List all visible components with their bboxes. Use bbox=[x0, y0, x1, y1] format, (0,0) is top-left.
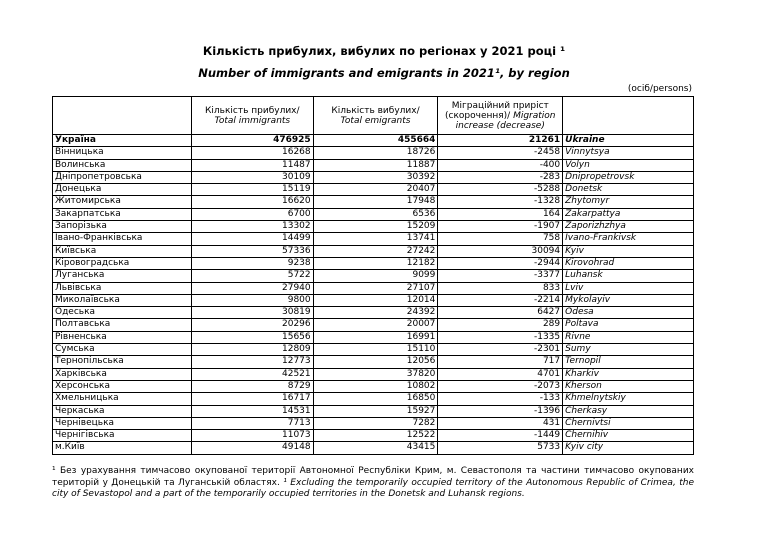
document-title-ukrainian: Кількість прибулих, вибулих по регіонах у 2021 році ¹ bbox=[202, 44, 566, 58]
cell-region-ua: Одеська bbox=[53, 307, 192, 319]
table-row bbox=[53, 233, 694, 245]
table-row bbox=[53, 417, 694, 429]
cell-migration: 5733 bbox=[438, 442, 563, 454]
migration-table bbox=[52, 96, 694, 455]
cell-departures: 12522 bbox=[313, 430, 438, 442]
cell-region-ua: Дніпропетровська bbox=[53, 171, 192, 183]
table-row bbox=[53, 405, 694, 417]
table-row bbox=[53, 368, 694, 380]
cell-arrivals: 14531 bbox=[191, 405, 313, 417]
cell-migration: -1396 bbox=[438, 405, 563, 417]
table-row bbox=[53, 319, 694, 331]
cell-migration: 21261 bbox=[438, 135, 563, 147]
document-title-english: Number of immigrants and emigrants in 2021¹, by region bbox=[198, 66, 570, 80]
cell-region-en: Mykolayiv bbox=[563, 294, 694, 306]
cell-migration: -1335 bbox=[438, 331, 563, 343]
header-region-en bbox=[563, 97, 694, 135]
cell-arrivals: 15119 bbox=[191, 184, 313, 196]
header-migration-en: Migration increase (decrease) bbox=[455, 110, 556, 131]
cell-arrivals: 7713 bbox=[191, 417, 313, 429]
cell-region-en: Vinnytsya bbox=[563, 147, 694, 159]
cell-arrivals: 14499 bbox=[191, 233, 313, 245]
cell-migration: 758 bbox=[438, 233, 563, 245]
table-row bbox=[53, 294, 694, 306]
cell-departures: 11887 bbox=[313, 159, 438, 171]
cell-arrivals: 30109 bbox=[191, 171, 313, 183]
table-body bbox=[53, 135, 694, 455]
cell-region-ua: Рівненська bbox=[53, 331, 192, 343]
cell-migration: -2944 bbox=[438, 257, 563, 269]
cell-departures: 27107 bbox=[313, 282, 438, 294]
cell-region-en: Poltava bbox=[563, 319, 694, 331]
table-row bbox=[53, 245, 694, 257]
cell-region-ua: Чернівецька bbox=[53, 417, 192, 429]
header-departures bbox=[313, 97, 438, 135]
table-row bbox=[53, 208, 694, 220]
cell-region-ua: Івано-Франківська bbox=[53, 233, 192, 245]
cell-departures: 30392 bbox=[313, 171, 438, 183]
cell-region-en: Odesa bbox=[563, 307, 694, 319]
cell-region-en: Zakarpattya bbox=[563, 208, 694, 220]
cell-region-ua: Чернігівська bbox=[53, 430, 192, 442]
cell-departures: 16850 bbox=[313, 393, 438, 405]
cell-arrivals: 16268 bbox=[191, 147, 313, 159]
cell-departures: 12014 bbox=[313, 294, 438, 306]
cell-region-en: Volyn bbox=[563, 159, 694, 171]
cell-departures: 17948 bbox=[313, 196, 438, 208]
cell-region-en: Kherson bbox=[563, 380, 694, 392]
cell-migration: 164 bbox=[438, 208, 563, 220]
header-migration bbox=[438, 97, 563, 135]
cell-arrivals: 27940 bbox=[191, 282, 313, 294]
cell-departures: 15927 bbox=[313, 405, 438, 417]
cell-region-en: Zaporizhzhya bbox=[563, 221, 694, 233]
header-arrivals-ua: Кількість прибулих/ bbox=[205, 105, 300, 116]
cell-departures: 15110 bbox=[313, 344, 438, 356]
cell-arrivals: 42521 bbox=[191, 368, 313, 380]
cell-migration: 833 bbox=[438, 282, 563, 294]
cell-departures: 16991 bbox=[313, 331, 438, 343]
cell-arrivals: 13302 bbox=[191, 221, 313, 233]
cell-region-en: Rivne bbox=[563, 331, 694, 343]
cell-region-ua: Тернопільська bbox=[53, 356, 192, 368]
cell-region-en: Lviv bbox=[563, 282, 694, 294]
table-row bbox=[53, 196, 694, 208]
cell-arrivals: 16620 bbox=[191, 196, 313, 208]
table-row bbox=[53, 270, 694, 282]
header-arrivals-en: Total immigrants bbox=[214, 115, 291, 126]
cell-migration: -1907 bbox=[438, 221, 563, 233]
cell-departures: 27242 bbox=[313, 245, 438, 257]
table-row bbox=[53, 282, 694, 294]
cell-migration: 4701 bbox=[438, 368, 563, 380]
cell-departures: 10802 bbox=[313, 380, 438, 392]
cell-region-en: Zhytomyr bbox=[563, 196, 694, 208]
cell-arrivals: 15656 bbox=[191, 331, 313, 343]
cell-migration: 431 bbox=[438, 417, 563, 429]
header-migration-ua: Міграційний приріст (скорочення)/ bbox=[445, 100, 549, 121]
cell-arrivals: 8729 bbox=[191, 380, 313, 392]
cell-arrivals: 16717 bbox=[191, 393, 313, 405]
cell-departures: 15209 bbox=[313, 221, 438, 233]
cell-arrivals: 30819 bbox=[191, 307, 313, 319]
cell-migration: -400 bbox=[438, 159, 563, 171]
cell-departures: 20007 bbox=[313, 319, 438, 331]
cell-departures: 20407 bbox=[313, 184, 438, 196]
cell-migration: -1328 bbox=[438, 196, 563, 208]
cell-region-ua: Україна bbox=[53, 135, 192, 147]
table-row bbox=[53, 159, 694, 171]
cell-region-ua: Луганська bbox=[53, 270, 192, 282]
table-row bbox=[53, 147, 694, 159]
table-row bbox=[53, 344, 694, 356]
table-row bbox=[53, 221, 694, 233]
cell-region-ua: Львівська bbox=[53, 282, 192, 294]
cell-region-en: Dnipropetrovsk bbox=[563, 171, 694, 183]
cell-arrivals: 476925 bbox=[191, 135, 313, 147]
cell-region-en: Kyiv city bbox=[563, 442, 694, 454]
cell-region-en: Donetsk bbox=[563, 184, 694, 196]
cell-region-ua: Донецька bbox=[53, 184, 192, 196]
table-row bbox=[53, 442, 694, 454]
cell-migration: -2301 bbox=[438, 344, 563, 356]
cell-region-ua: Херсонська bbox=[53, 380, 192, 392]
cell-migration: -3377 bbox=[438, 270, 563, 282]
cell-migration: 6427 bbox=[438, 307, 563, 319]
header-departures-ua: Кількість вибулих/ bbox=[331, 105, 420, 116]
cell-arrivals: 11487 bbox=[191, 159, 313, 171]
cell-arrivals: 12809 bbox=[191, 344, 313, 356]
cell-region-en: Kyiv bbox=[563, 245, 694, 257]
cell-departures: 13741 bbox=[313, 233, 438, 245]
cell-region-en: Ternopil bbox=[563, 356, 694, 368]
header-arrivals bbox=[191, 97, 313, 135]
cell-region-en: Kharkiv bbox=[563, 368, 694, 380]
cell-region-ua: Сумська bbox=[53, 344, 192, 356]
table-row bbox=[53, 331, 694, 343]
cell-migration: -5288 bbox=[438, 184, 563, 196]
cell-departures: 9099 bbox=[313, 270, 438, 282]
cell-migration: 30094 bbox=[438, 245, 563, 257]
cell-departures: 37820 bbox=[313, 368, 438, 380]
cell-departures: 12056 bbox=[313, 356, 438, 368]
cell-region-en: Luhansk bbox=[563, 270, 694, 282]
cell-migration: -283 bbox=[438, 171, 563, 183]
header-region-ua bbox=[53, 97, 192, 135]
cell-region-ua: м.Київ bbox=[53, 442, 192, 454]
cell-region-en: Kirovohrad bbox=[563, 257, 694, 269]
cell-region-en: Cherkasy bbox=[563, 405, 694, 417]
table-row bbox=[53, 380, 694, 392]
cell-region-ua: Запорізька bbox=[53, 221, 192, 233]
cell-region-en: Chernihiv bbox=[563, 430, 694, 442]
cell-region-ua: Київська bbox=[53, 245, 192, 257]
cell-region-en: Ukraine bbox=[563, 135, 694, 147]
table-row bbox=[53, 184, 694, 196]
unit-label: (осіб/persons) bbox=[627, 84, 692, 94]
cell-region-ua: Волинська bbox=[53, 159, 192, 171]
cell-migration: -133 bbox=[438, 393, 563, 405]
cell-region-ua: Закарпатська bbox=[53, 208, 192, 220]
cell-arrivals: 5722 bbox=[191, 270, 313, 282]
footnote bbox=[52, 466, 694, 501]
cell-arrivals: 12773 bbox=[191, 356, 313, 368]
cell-migration: 289 bbox=[438, 319, 563, 331]
table-row bbox=[53, 393, 694, 405]
cell-region-ua: Харківська bbox=[53, 368, 192, 380]
cell-departures: 12182 bbox=[313, 257, 438, 269]
cell-arrivals: 57336 bbox=[191, 245, 313, 257]
table-row bbox=[53, 171, 694, 183]
cell-region-en: Ivano-Frankivsk bbox=[563, 233, 694, 245]
cell-region-ua: Житомирська bbox=[53, 196, 192, 208]
cell-region-ua: Миколаївська bbox=[53, 294, 192, 306]
cell-arrivals: 9800 bbox=[191, 294, 313, 306]
cell-region-ua: Хмельницька bbox=[53, 393, 192, 405]
cell-departures: 18726 bbox=[313, 147, 438, 159]
cell-migration: -2073 bbox=[438, 380, 563, 392]
cell-region-en: Sumy bbox=[563, 344, 694, 356]
cell-region-en: Chernivtsi bbox=[563, 417, 694, 429]
cell-region-ua: Полтавська bbox=[53, 319, 192, 331]
cell-departures: 7282 bbox=[313, 417, 438, 429]
cell-region-en: Khmelnytskiy bbox=[563, 393, 694, 405]
cell-departures: 455664 bbox=[313, 135, 438, 147]
table-row-total bbox=[53, 135, 694, 147]
cell-migration: -1449 bbox=[438, 430, 563, 442]
cell-migration: 717 bbox=[438, 356, 563, 368]
table-row bbox=[53, 356, 694, 368]
cell-migration: -2458 bbox=[438, 147, 563, 159]
cell-arrivals: 11073 bbox=[191, 430, 313, 442]
table-row bbox=[53, 307, 694, 319]
cell-departures: 6536 bbox=[313, 208, 438, 220]
cell-arrivals: 9238 bbox=[191, 257, 313, 269]
footnote-ukrainian: ¹ Без урахування тимчасово окупованої території Автономної Республіки Крим, м. Севастополя та частини тимчасово окупованих територій у Донецькій та Луганській областях. bbox=[52, 466, 694, 488]
cell-departures: 43415 bbox=[313, 442, 438, 454]
footnote-english: ¹ Excluding the temporarily occupied territory of the Autonomous Republic of Crimea, the city of Sevastopol and a part of the temporarily occupied territories in the Donetsk and Luhansk regions. bbox=[52, 477, 694, 499]
cell-region-ua: Вінницька bbox=[53, 147, 192, 159]
cell-departures: 24392 bbox=[313, 307, 438, 319]
header-departures-en: Total emigrants bbox=[340, 115, 411, 126]
cell-arrivals: 49148 bbox=[191, 442, 313, 454]
cell-arrivals: 6700 bbox=[191, 208, 313, 220]
table-row bbox=[53, 430, 694, 442]
cell-region-ua: Кіровоградська bbox=[53, 257, 192, 269]
cell-migration: -2214 bbox=[438, 294, 563, 306]
cell-arrivals: 20296 bbox=[191, 319, 313, 331]
cell-region-ua: Черкаська bbox=[53, 405, 192, 417]
table-row bbox=[53, 257, 694, 269]
table-header-row bbox=[53, 97, 694, 135]
